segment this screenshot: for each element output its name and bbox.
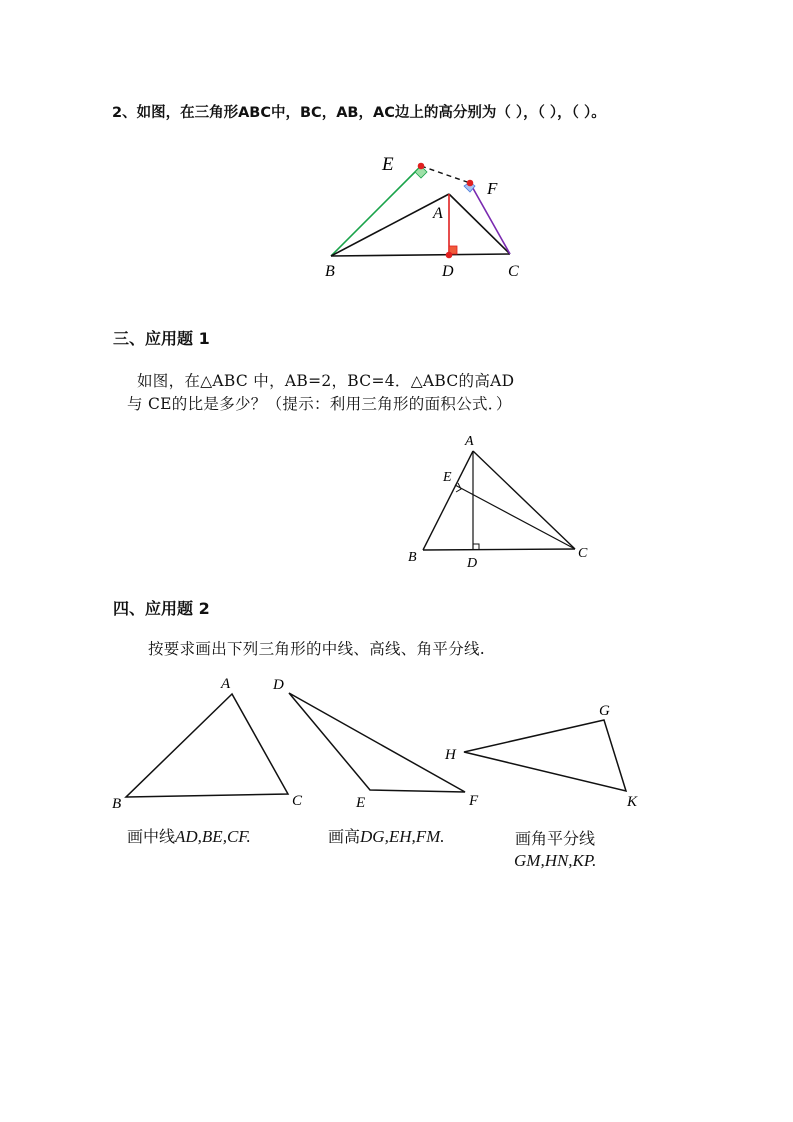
label-b: B: [408, 550, 417, 565]
section-3-title: 三、应用题 1: [113, 329, 210, 348]
question-2-text: 2、如图，在三角形ABC中，BC，AB，AC边上的高分别为（ ），（ ），（ ）。: [112, 105, 606, 121]
side-bc: [331, 254, 510, 256]
point-e: [418, 163, 425, 170]
point-d: [446, 252, 453, 259]
figure-s4: [112, 676, 638, 812]
label-h: H: [445, 747, 456, 763]
label-f: F: [487, 179, 498, 198]
altitude-be: [331, 166, 421, 256]
label-e: E: [356, 795, 366, 811]
triangle-abc: [126, 694, 288, 797]
figure-q2: [325, 154, 519, 280]
label-d: D: [442, 263, 454, 280]
label-g: G: [599, 703, 610, 719]
triangle-def: [289, 693, 465, 792]
extension-dashed: [421, 166, 470, 183]
label-f: F: [469, 793, 479, 809]
section-3-line-2: 与 CE的比是多少？（提示：利用三角形的面积公式．）: [127, 395, 512, 413]
caption-medians-math: AD,BE,CF.: [175, 827, 251, 846]
label-e: E: [382, 154, 394, 175]
label-k: K: [627, 794, 638, 810]
caption-medians-prefix: 画中线: [127, 827, 176, 846]
label-e: E: [443, 470, 452, 485]
label-c: C: [292, 793, 303, 809]
label-b: B: [325, 263, 335, 280]
caption-bisectors: [514, 851, 596, 871]
label-c: C: [578, 546, 588, 561]
figure-s3: [408, 434, 588, 571]
label-a: A: [433, 205, 443, 222]
label-a: A: [465, 434, 474, 449]
side-ab: [423, 451, 473, 550]
caption-bisectors-math: GM,HN,KP.: [514, 851, 597, 870]
section-3-line-1: 如图，在△ABC 中，AB=2，BC=4．△ABC的高AD: [137, 372, 515, 390]
triangle-ghk: [464, 720, 626, 791]
side-ac: [449, 194, 510, 254]
caption-medians: [127, 824, 251, 847]
label-b: B: [112, 796, 122, 812]
point-f: [467, 180, 474, 187]
caption-bisectors-prefix: 画角平分线: [515, 829, 596, 848]
label-d: D: [273, 677, 284, 693]
label-d: D: [467, 556, 478, 571]
side-ab: [331, 194, 449, 256]
caption-altitudes-math: DG,EH,FM.: [360, 827, 445, 846]
label-a: A: [221, 676, 231, 692]
caption-altitudes-prefix: 画高: [328, 827, 361, 846]
section-4-instruction: 按要求画出下列三角形的中线、高线、角平分线.: [148, 640, 486, 658]
side-ac: [473, 451, 575, 549]
label-c: C: [508, 263, 519, 280]
side-bc: [423, 549, 575, 550]
caption-altitudes: [328, 824, 445, 847]
section-4-title: 四、应用题 2: [113, 599, 210, 618]
